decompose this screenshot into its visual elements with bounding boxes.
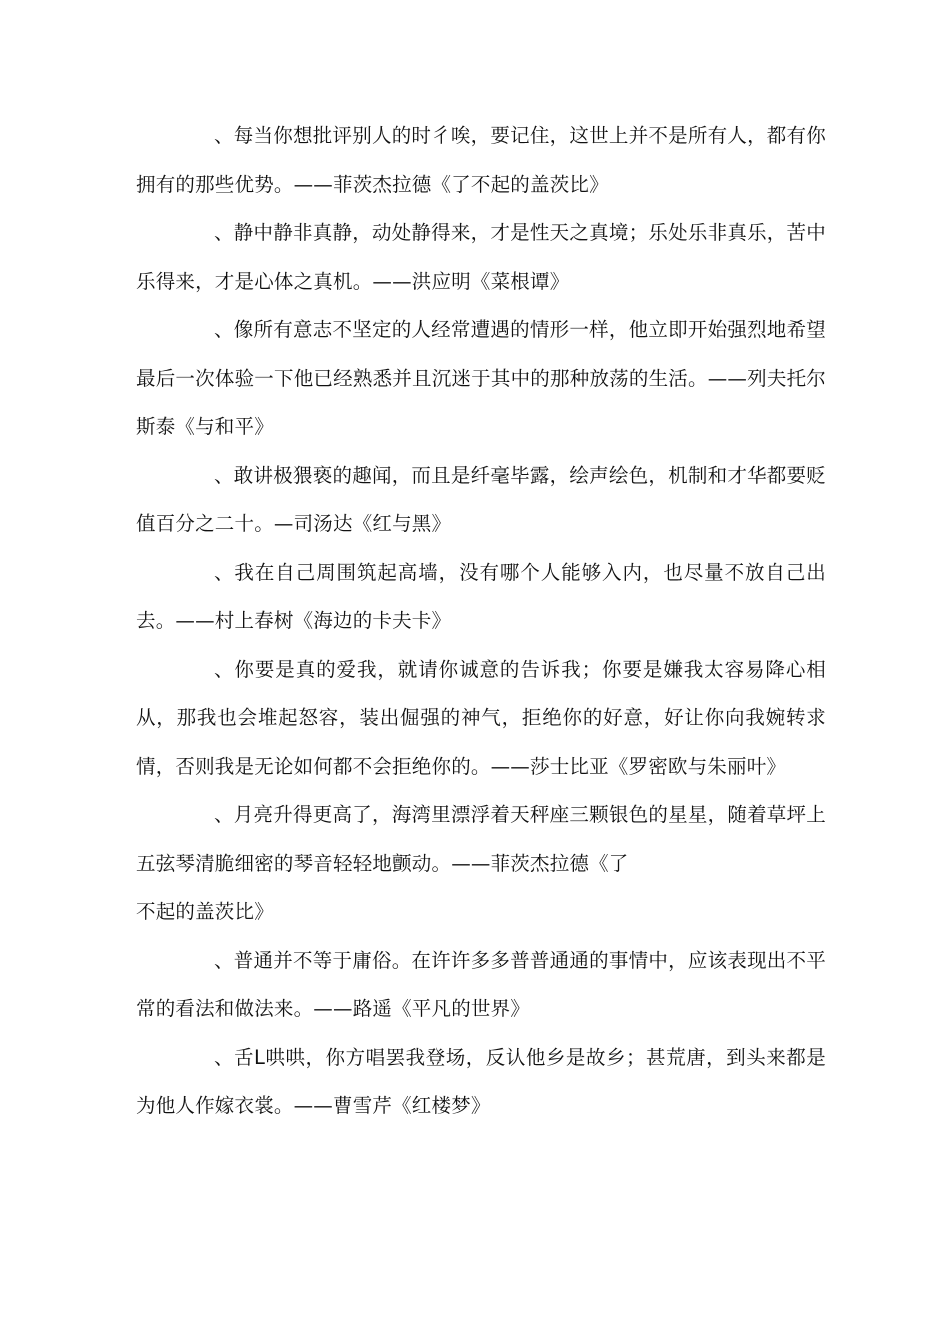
quote-paragraph: 、像所有意志不坚定的人经常遭遇的情形一样，他立即开始强烈地希望最后一次体验一下他已经熟悉并且沉迷于其中的那种放荡的生活。——列夫托尔斯泰《与和平》 bbox=[136, 318, 826, 438]
quote-paragraph: 、我在自己周围筑起高墙，没有哪个人能够入内，也尽量不放自己出去。——村上春树《海边的卡夫卡》 bbox=[136, 560, 826, 632]
quote-continuation: 不起的盖茨比》 bbox=[136, 900, 274, 923]
quote-paragraph: 、敢讲极猥亵的趣闻，而且是纤毫毕露，绘声绘色，机制和才华都要贬值百分之二十。—司汤达《红与黑》 bbox=[136, 463, 826, 535]
quote-paragraph: 、你要是真的爱我，就请你诚意的告诉我；你要是嫌我太容易降心相从，那我也会堆起怒容，装出倔强的神气，拒绝你的好意，好让你向我婉转求情，否则我是无论如何都不会拒绝你的。——莎士比亚《罗密欧与朱丽叶》 bbox=[136, 657, 826, 778]
quote-paragraph: 、舌L哄哄，你方唱罢我登场，反认他乡是故乡；甚荒唐，到头来都是为他人作嫁衣裳。——曹雪芹《红楼梦》 bbox=[136, 1045, 826, 1117]
quote-paragraph: 、每当你想批评别人的时彳唉，要记住，这世上并不是所有人，都有你拥有的那些优势。——菲茨杰拉德《了不起的盖茨比》 bbox=[136, 124, 826, 196]
quote-paragraph: 、普通并不等于庸俗。在许许多多普普通通的事情中，应该表现出不平常的看法和做法来。——路遥《平凡的世界》 bbox=[136, 948, 826, 1020]
quote-paragraph: 、月亮升得更高了，海湾里漂浮着天秤座三颗银色的星星，随着草坪上五弦琴清脆细密的琴音轻轻地颤动。——菲茨杰拉德《了 bbox=[136, 803, 826, 875]
quote-paragraph: 、静中静非真静，动处静得来，才是性天之真境；乐处乐非真乐，苦中乐得来，才是心体之真机。——洪应明《菜根谭》 bbox=[136, 221, 826, 293]
quote-list bbox=[136, 112, 826, 1131]
